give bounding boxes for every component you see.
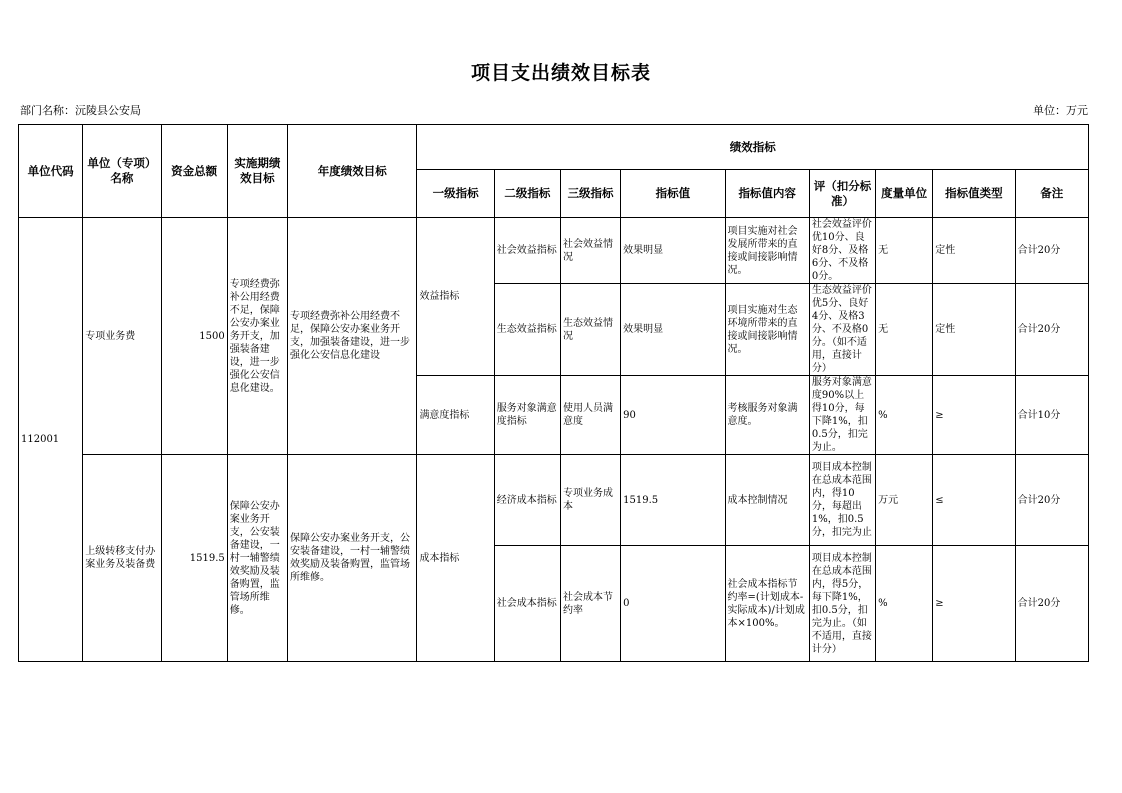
header-level3: 三级指标 <box>560 170 620 218</box>
project-name: 专项业务费 <box>83 218 161 455</box>
value-type-cell: ≥ <box>933 546 1015 662</box>
header-measure-unit: 度量单位 <box>876 170 933 218</box>
level2-cell: 服务对象满意度指标 <box>494 376 560 455</box>
header-level2: 二级指标 <box>494 170 560 218</box>
header-row-1 <box>19 125 1089 170</box>
content-cell: 社会成本指标节约率=(计划成本-实际成本)/计划成本×100%。 <box>725 546 809 662</box>
content-cell: 项目实施对生态环境所带来的直接或间接影响情况。 <box>725 284 809 376</box>
project-amount: 1519.5 <box>161 455 227 662</box>
score-cell: 项目成本控制在总成本范围内，得5分，每下降1%，扣0.5分，扣完为止。（如不适用，直接计分） <box>809 546 875 662</box>
header-performance: 绩效指标 <box>417 125 1089 170</box>
header-note: 备注 <box>1015 170 1088 218</box>
content-cell: 考核服务对象满意度。 <box>725 376 809 455</box>
impl-goal: 专项经费弥补公用经费不足，保障公安办案业务开支，加强装备建设，进一步强化公安信息化建设。 <box>227 218 287 455</box>
page-title: 项目支出绩效目标表 <box>470 62 651 84</box>
header-unit-name: 单位（专项）名称 <box>83 125 161 218</box>
measure-unit-cell: 无 <box>876 284 933 376</box>
value-cell: 0 <box>621 546 725 662</box>
measure-unit-cell: 万元 <box>876 455 933 546</box>
note-cell: 合计20分 <box>1015 455 1088 546</box>
project-name: 上级转移支付办案业务及装备费 <box>83 455 161 662</box>
level3-cell: 专项业务成本 <box>560 455 620 546</box>
value-cell: 1519.5 <box>621 455 725 546</box>
value-type-cell: 定性 <box>933 218 1015 284</box>
header-unit-code: 单位代码 <box>19 125 83 218</box>
value-cell: 90 <box>621 376 725 455</box>
value-type-cell: 定性 <box>933 284 1015 376</box>
measure-unit-cell: 无 <box>876 218 933 284</box>
annual-goal: 保障公安办案业务开支，公安装备建设，一村一辅警绩效奖励及装备购置，监管场所维修。 <box>287 455 416 662</box>
header-impl-goal: 实施期绩效目标 <box>227 125 287 218</box>
header-content: 指标值内容 <box>725 170 809 218</box>
level2-cell: 生态效益指标 <box>494 284 560 376</box>
measure-unit-cell: % <box>876 376 933 455</box>
level3-cell: 社会效益情况 <box>560 218 620 284</box>
table-row <box>19 218 1089 284</box>
annual-goal: 专项经费弥补公用经费不足，保障公安办案业务开支，加强装备建设，进一步强化公安信息化建设 <box>287 218 416 455</box>
level3-cell: 使用人员满意度 <box>560 376 620 455</box>
measure-unit-cell: % <box>876 546 933 662</box>
content-cell: 项目实施对社会发展所带来的直接或间接影响情况。 <box>725 218 809 284</box>
value-type-cell: ≤ <box>933 455 1015 546</box>
level1-cell: 成本指标 <box>417 455 494 662</box>
currency-unit: 单位：万元 <box>1033 104 1088 117</box>
value-type-cell: ≥ <box>933 376 1015 455</box>
content-cell: 成本控制情况 <box>725 455 809 546</box>
impl-goal: 保障公安办案业务开支，公安装备建设，一村一辅警绩效奖励及装备购置，监管场所维修。 <box>227 455 287 662</box>
level3-cell: 生态效益情况 <box>560 284 620 376</box>
note-cell: 合计10分 <box>1015 376 1088 455</box>
level2-cell: 社会成本指标 <box>494 546 560 662</box>
unit-code-cell: 112001 <box>19 218 83 662</box>
level3-cell: 社会成本节约率 <box>560 546 620 662</box>
score-cell: 生态效益评价优5分、良好4分、及格3分、不及格0分。（如不适用，直接计分） <box>809 284 875 376</box>
level2-cell: 经济成本指标 <box>494 455 560 546</box>
header-level1: 一级指标 <box>417 170 494 218</box>
header-value: 指标值 <box>621 170 725 218</box>
project-amount: 1500 <box>161 218 227 455</box>
score-cell: 项目成本控制在总成本范围内，得10分，每超出1%，扣0.5分，扣完为止 <box>809 455 875 546</box>
level2-cell: 社会效益指标 <box>494 218 560 284</box>
note-cell: 合计20分 <box>1015 546 1088 662</box>
header-total-funds: 资金总额 <box>161 125 227 218</box>
score-cell: 服务对象满意度90%以上得10分，每下降1%，扣0.5分，扣完为止。 <box>809 376 875 455</box>
note-cell: 合计20分 <box>1015 284 1088 376</box>
score-cell: 社会效益评价优10分、良好8分、及格6分、不及格0分。 <box>809 218 875 284</box>
note-cell: 合计20分 <box>1015 218 1088 284</box>
value-cell: 效果明显 <box>621 284 725 376</box>
table-row <box>19 455 1089 546</box>
header-value-type: 指标值类型 <box>933 170 1015 218</box>
level1-cell: 满意度指标 <box>417 376 494 455</box>
header-score: 评（扣分标准） <box>809 170 875 218</box>
level1-cell: 效益指标 <box>417 218 494 376</box>
performance-table <box>18 124 1089 662</box>
header-annual-goal: 年度绩效目标 <box>287 125 416 218</box>
department-name: 部门名称：沅陵县公安局 <box>20 104 141 117</box>
value-cell: 效果明显 <box>621 218 725 284</box>
